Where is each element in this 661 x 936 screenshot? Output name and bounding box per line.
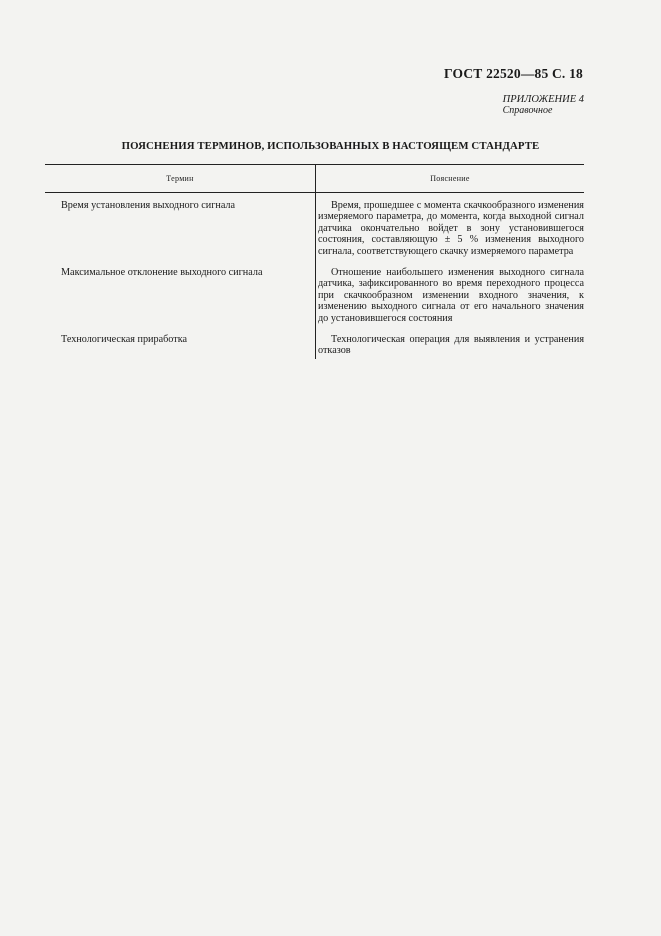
standard-page-header: ГОСТ 22520—85 С. 18 (444, 66, 583, 81)
explanation-cell: Технологическая операция для выявления и устранения отказов (318, 333, 584, 357)
explanation-cell: Отношение наибольшего изменения выходного сигнала датчика, зафиксированного во время переходного процесса при скачкообразном изменении входного значения, к изменению выходного сигнала от его начального значения до установившегося состояния (318, 266, 584, 324)
terms-table (45, 164, 584, 359)
term-cell: Максимальное отклонение выходного сигнала (45, 258, 316, 325)
annex-label: ПРИЛОЖЕНИЕ 4 (502, 94, 584, 105)
table-row (45, 192, 584, 257)
annex-type: Справочное (502, 105, 553, 116)
table-row (45, 258, 584, 325)
term-cell: Время установления выходного сигнала (45, 192, 316, 257)
document-title: ПОЯСНЕНИЯ ТЕРМИНОВ, ИСПОЛЬЗОВАННЫХ В НАСТОЯЩЕМ СТАНДАРТЕ (121, 140, 540, 152)
table-row (45, 325, 584, 359)
table-header-row (45, 165, 584, 193)
column-header-explanation: Пояснение (316, 165, 585, 193)
term-cell: Технологическая приработка (45, 325, 316, 359)
explanation-cell: Время, прошедшее с момента скачкообразного изменения измеряемого параметра, до момента, когда выходной сигнал датчика окончательно войдет в зону установившегося состояния, составляющую ± 5 % изменения выходного сигнала, соответствующего скачку измеряемого параметра (318, 199, 584, 257)
annex-label-block (503, 94, 584, 116)
column-header-term: Термин (45, 165, 316, 193)
